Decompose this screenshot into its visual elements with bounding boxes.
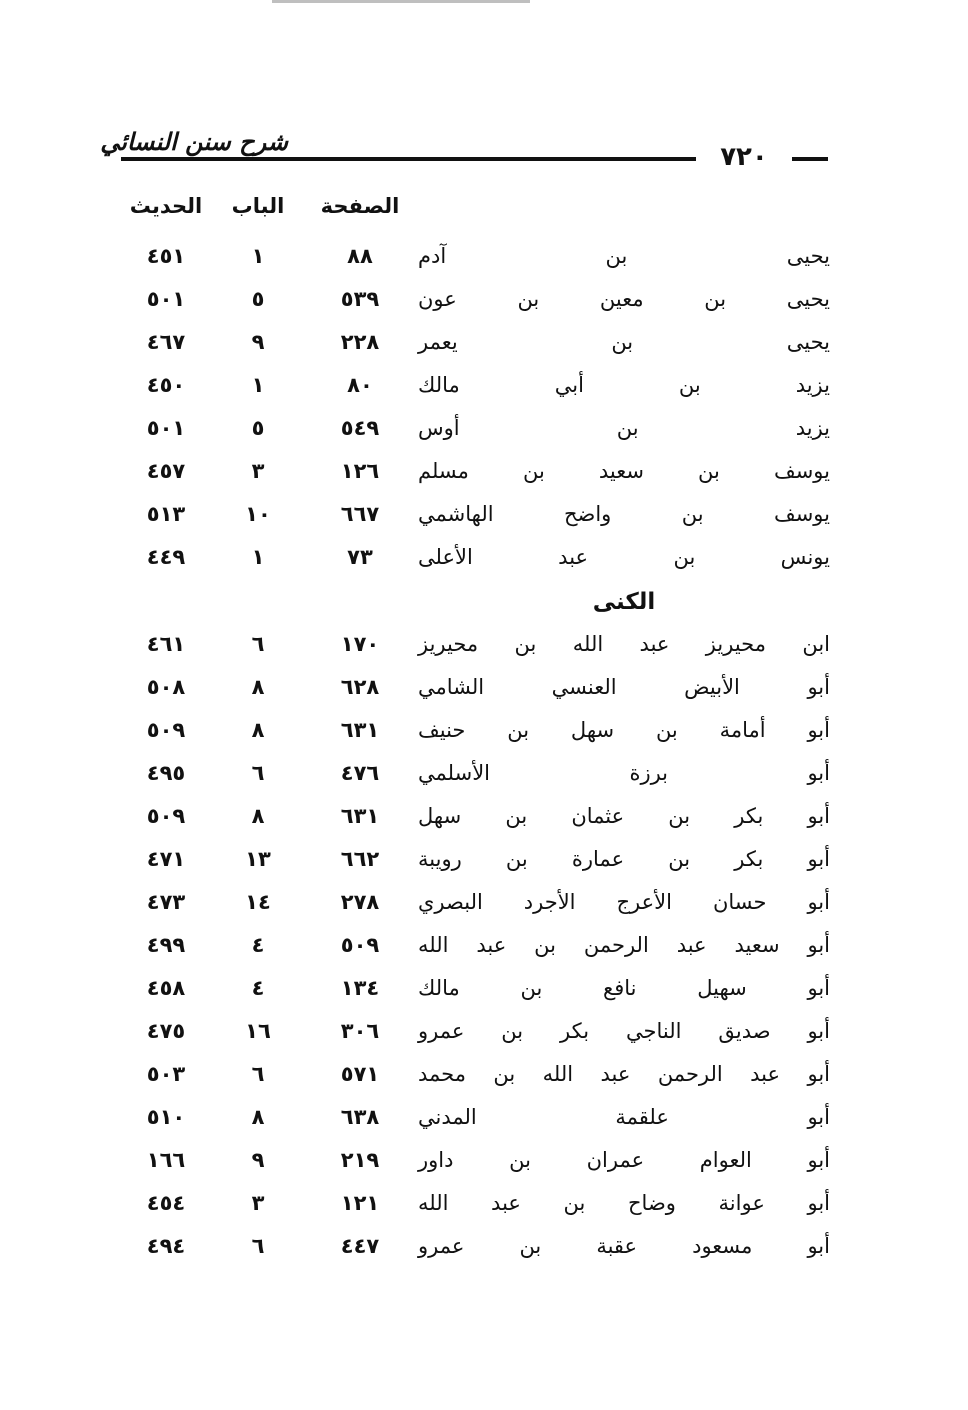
bab-ref: ٨ (251, 718, 265, 742)
narrator-name: أبو علقمة المدني (418, 1105, 830, 1129)
narrator-name: يحيى بن آدم (418, 244, 830, 268)
narrator-name: أبو الأبيض العنسي الشامي (418, 675, 830, 699)
page-ref: ٢١٩ (340, 1148, 380, 1172)
hadith-ref: ٥٠٩ (146, 804, 186, 828)
section-heading-kuna: الكنى (592, 589, 656, 615)
bab-ref: ١٣ (245, 847, 271, 871)
hadith-ref: ٤٩٤ (146, 1234, 186, 1258)
index-row (0, 451, 968, 491)
column-header-bab: الباب (231, 194, 285, 218)
bab-ref: ٩ (251, 1148, 265, 1172)
page-ref: ١٢١ (340, 1191, 380, 1215)
index-row (0, 925, 968, 965)
index-row (0, 667, 968, 707)
index-row (0, 882, 968, 922)
bab-ref: ٦ (251, 632, 265, 656)
page-ref: ٦٣٨ (340, 1105, 380, 1129)
page-ref: ٥٣٩ (340, 287, 380, 311)
narrator-name: يحيى بن معين بن عون (418, 287, 830, 311)
bab-ref: ٦ (251, 1234, 265, 1258)
hadith-ref: ٥١٠ (146, 1105, 186, 1129)
page-ref: ٤٤٧ (340, 1234, 380, 1258)
hadith-ref: ٤٥٠ (146, 373, 186, 397)
narrator-name: أبو صديق الناجي بكر بن عمرو (418, 1019, 830, 1043)
bab-ref: ٥ (251, 287, 265, 311)
page-ref: ٦٦٢ (340, 847, 380, 871)
book-title: شرح سنن النسائي (100, 128, 288, 156)
index-row (0, 624, 968, 664)
header-rule-short (792, 157, 828, 161)
hadith-ref: ٤٧٥ (146, 1019, 186, 1043)
index-row (0, 365, 968, 405)
narrator-name: يحيى بن يعمر (418, 330, 830, 354)
bab-ref: ٨ (251, 804, 265, 828)
narrator-name: ابن محيريز عبد الله بن محيريز (418, 632, 830, 656)
hadith-ref: ٤٦١ (146, 632, 186, 656)
index-row (0, 1097, 968, 1137)
page-ref: ١٧٠ (340, 632, 380, 656)
page-ref: ٥٧١ (340, 1062, 380, 1086)
index-row (0, 710, 968, 750)
hadith-ref: ٥٠٣ (146, 1062, 186, 1086)
index-row (0, 753, 968, 793)
narrator-name: يوسف بن واضح الهاشمي (418, 502, 830, 526)
narrator-name: أبو حسان الأعرج الأجرد البصري (418, 890, 830, 914)
page-ref: ٦٢٨ (340, 675, 380, 699)
index-row (0, 236, 968, 276)
index-row (0, 279, 968, 319)
narrator-name: أبو العوام عمران بن داور (418, 1148, 830, 1172)
hadith-ref: ٥١٣ (146, 502, 186, 526)
hadith-ref: ٥٠٨ (146, 675, 186, 699)
narrator-name: يونس بن عبد الأعلى (418, 545, 830, 569)
page-ref: ٧٣ (347, 545, 373, 569)
hadith-ref: ٤٥١ (146, 244, 186, 268)
index-row (0, 1140, 968, 1180)
index-row (0, 408, 968, 448)
hadith-ref: ٥٠٩ (146, 718, 186, 742)
narrator-name: أبو سعيد عبد الرحمن بن عبد الله (418, 933, 830, 957)
page-ref: ٦٦٧ (340, 502, 380, 526)
header-rule (121, 157, 696, 161)
hadith-ref: ٥٠١ (146, 416, 186, 440)
hadith-ref: ٤٥٨ (146, 976, 186, 1000)
narrator-name: أبو بكر بن عثمان بن سهل (418, 804, 830, 828)
page-ref: ٥٤٩ (340, 416, 380, 440)
narrator-name: أبو بكر بن عمارة بن رويبة (418, 847, 830, 871)
hadith-ref: ٤٥٤ (146, 1191, 186, 1215)
page-ref: ١٣٤ (340, 976, 380, 1000)
bab-ref: ٨ (251, 1105, 265, 1129)
page-ref: ٥٠٩ (340, 933, 380, 957)
page-ref: ٦٣١ (340, 804, 380, 828)
index-row (0, 537, 968, 577)
page-ref: ٣٠٦ (340, 1019, 380, 1043)
narrator-name: أبو برزة الأسلمي (418, 761, 830, 785)
narrator-name: أبو عوانة وضاح بن عبد الله (418, 1191, 830, 1215)
narrator-name: أبو عبد الرحمن عبد الله بن محمد (418, 1062, 830, 1086)
index-row (0, 968, 968, 1008)
index-row (0, 494, 968, 534)
narrator-name: أبو سهيل نافع بن مالك (418, 976, 830, 1000)
page-ref: ٤٧٦ (340, 761, 380, 785)
column-header-page: الصفحة (320, 194, 400, 218)
narrator-name: أبو مسعود عقبة بن عمرو (418, 1234, 830, 1258)
index-row (0, 796, 968, 836)
page-top-rule (272, 0, 530, 3)
hadith-ref: ٤٩٥ (146, 761, 186, 785)
index-row (0, 322, 968, 362)
hadith-ref: ٤٧١ (146, 847, 186, 871)
bab-ref: ٦ (251, 761, 265, 785)
bab-ref: ٣ (251, 1191, 265, 1215)
bab-ref: ٩ (251, 330, 265, 354)
bab-ref: ٥ (251, 416, 265, 440)
bab-ref: ٤ (251, 933, 265, 957)
hadith-ref: ٥٠١ (146, 287, 186, 311)
index-row (0, 1054, 968, 1094)
column-header-hadith: الحديث (129, 194, 203, 218)
narrator-name: يوسف بن سعيد بن مسلم (418, 459, 830, 483)
index-row (0, 1011, 968, 1051)
hadith-ref: ٤٦٧ (146, 330, 186, 354)
index-row (0, 839, 968, 879)
hadith-ref: ٤٧٣ (146, 890, 186, 914)
page-ref: ٨٨ (347, 244, 373, 268)
hadith-ref: ٤٩٩ (146, 933, 186, 957)
page-ref: ٢٢٨ (340, 330, 380, 354)
narrator-name: يزيد بن أبي مالك (418, 373, 830, 397)
hadith-ref: ٤٥٧ (146, 459, 186, 483)
bab-ref: ١ (251, 373, 265, 397)
bab-ref: ١٦ (245, 1019, 271, 1043)
bab-ref: ١ (251, 244, 265, 268)
bab-ref: ١٤ (245, 890, 271, 914)
page-number: ٧٢٠ (720, 142, 768, 172)
narrator-name: يزيد بن أوس (418, 416, 830, 440)
page-ref: ٦٣١ (340, 718, 380, 742)
bab-ref: ٤ (251, 976, 265, 1000)
bab-ref: ٨ (251, 675, 265, 699)
page-ref: ٢٧٨ (340, 890, 380, 914)
index-row (0, 1226, 968, 1266)
page-ref: ٨٠ (347, 373, 373, 397)
index-row (0, 1183, 968, 1223)
narrator-name: أبو أمامة بن سهل بن حنيف (418, 718, 830, 742)
bab-ref: ١ (251, 545, 265, 569)
page-ref: ١٢٦ (340, 459, 380, 483)
hadith-ref: ١٦٦ (146, 1148, 186, 1172)
bab-ref: ٣ (251, 459, 265, 483)
bab-ref: ١٠ (245, 502, 271, 526)
bab-ref: ٦ (251, 1062, 265, 1086)
hadith-ref: ٤٤٩ (146, 545, 186, 569)
